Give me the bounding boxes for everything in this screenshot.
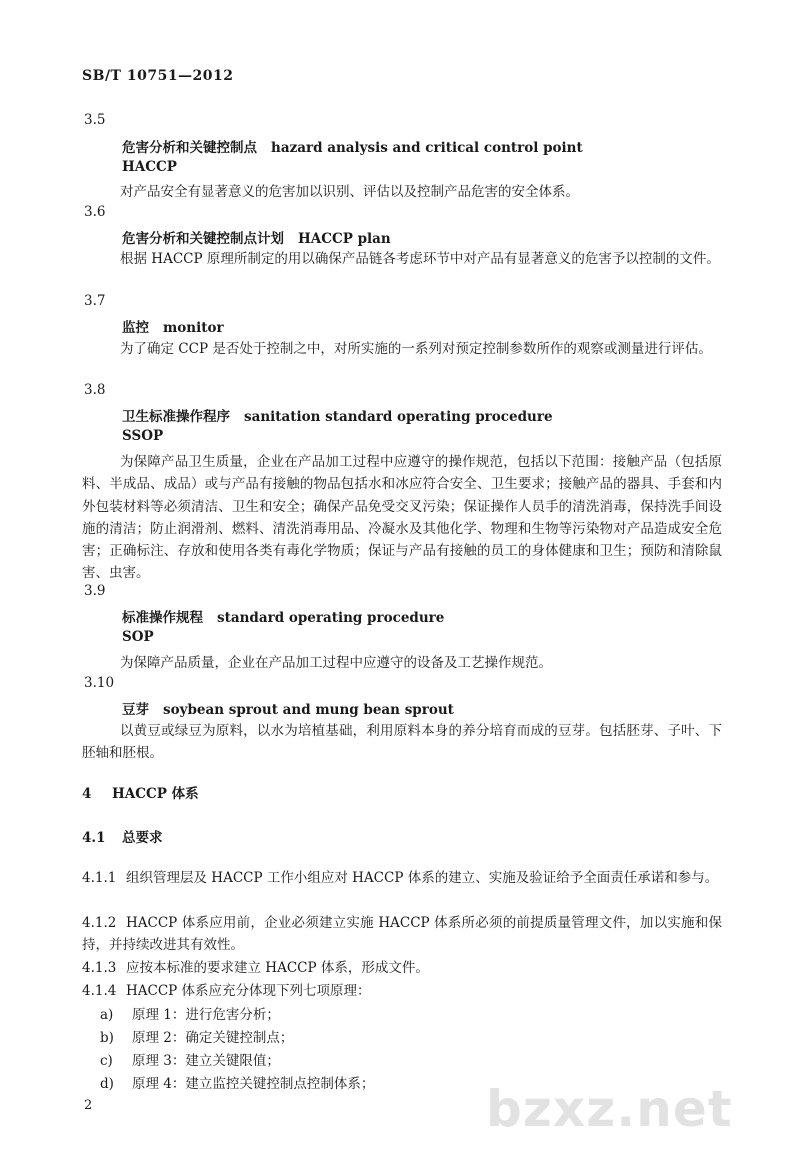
list-marker: c) — [100, 1053, 113, 1069]
clause-item-text: 应按本标准的要求建立 HACCP 体系，形成文件。 — [126, 960, 429, 976]
clause-item — [82, 980, 722, 1002]
subsection-title: 总要求 — [122, 830, 163, 846]
term-abbreviation: HACCP — [122, 159, 177, 175]
term-heading — [122, 227, 391, 247]
term-abbreviation: SOP — [122, 629, 154, 645]
term-heading — [122, 698, 454, 718]
watermark: bzxz.net — [486, 1080, 733, 1138]
principle-item — [100, 1003, 280, 1023]
clause-item — [82, 957, 722, 979]
clause-item-text: 组织管理层及 HACCP 工作小组应对 HACCP 体系的建立、实施及验证给予全面责任承诺和参与。 — [126, 870, 719, 886]
term-en: sanitation standard operating procedure — [244, 409, 553, 425]
term-definition: 为了确定 CCP 是否处于控制之中，对所实施的一系列对预定控制参数所作的观察或测量进行评估。 — [120, 341, 712, 357]
clause-item-text: HACCP 体系应充分体现下列七项原理： — [126, 983, 371, 999]
term-definition: 根据 HACCP 原理所制定的用以确保产品链各考虑环节中对产品有显著意义的危害予以控制的文件。 — [120, 251, 720, 267]
clause-item — [82, 912, 722, 957]
section-heading — [82, 782, 199, 802]
list-marker: a) — [100, 1007, 114, 1023]
term-heading — [122, 405, 553, 425]
clause-number: 3.8 — [84, 382, 106, 398]
clause-item — [82, 867, 722, 889]
clause-number: 3.7 — [84, 293, 106, 309]
term-zh: 危害分析和关键控制点 — [122, 140, 257, 156]
clause-item-number: 4.1.3 — [82, 960, 117, 976]
term-zh: 卫生标准操作程序 — [122, 409, 230, 425]
section-number: 4 — [82, 786, 92, 802]
term-definition: 对产品安全有显著意义的危害加以识别、评估以及控制产品危害的安全体系。 — [120, 184, 579, 200]
term-zh: 监控 — [122, 320, 149, 336]
subsection-number: 4.1 — [82, 830, 106, 846]
term-definition: 为保障产品质量，企业在产品加工过程中应遵守的设备及工艺操作规范。 — [120, 655, 552, 671]
term-definition: 为保障产品卫生质量，企业在产品加工过程中应遵守的操作规范，包括以下范围：接触产品（包括原料、半成品、成品）或与产品有接触的物品包括水和冰应符合安全、卫生要求；接触产品的器具、手套和内外包装材料等必须清洁、卫生和安全；确保产品免受交叉污染；保证操作人员手的清洗消毒，保持洗手间设施的清洁；防止润滑剂、燃料、清洗消毒用品、冷凝水及其他化学、物理和生物等污染物对产品造成安全危害；正确标注、存放和使用各类有毒化学物质；保证与产品有接触的员工的身体健康和卫生；预防和清除鼠害、虫害。 — [82, 454, 722, 582]
term-zh: 危害分析和关键控制点计划 — [122, 231, 284, 247]
term-en: soybean sprout and mung bean sprout — [163, 702, 454, 718]
term-heading — [122, 136, 583, 156]
list-marker: b) — [100, 1030, 114, 1046]
term-en: standard operating procedure — [217, 610, 445, 626]
subsection-heading — [82, 826, 163, 846]
term-definition: 以黄豆或绿豆为原料，以水为培植基础，利用原料本身的养分培育而成的豆芽。包括胚芽、子叶、下胚轴和胚根。 — [82, 723, 722, 762]
standard-code: SB/T 10751—2012 — [82, 68, 234, 84]
clause-number: 3.6 — [84, 204, 106, 220]
clause-item-text: HACCP 体系应用前，企业必须建立实施 HACCP 体系所必须的前提质量管理文件，加以实施和保持，并持续改进其有效性。 — [82, 915, 722, 954]
principle-item — [100, 1072, 374, 1092]
clause-item-number: 4.1.1 — [82, 870, 117, 886]
principle-text: 原理 1：进行危害分析； — [132, 1007, 280, 1023]
term-abbreviation: SSOP — [122, 428, 164, 444]
principle-text: 原理 2：确定关键控制点； — [132, 1030, 294, 1046]
term-heading — [122, 606, 444, 626]
term-heading — [122, 316, 224, 336]
clause-number: 3.10 — [84, 675, 115, 691]
term-en: hazard analysis and critical control point — [271, 140, 583, 156]
principle-text: 原理 4：建立监控关键控制点控制体系； — [132, 1076, 375, 1092]
principle-text: 原理 3：建立关键限值； — [132, 1053, 280, 1069]
list-marker: d) — [100, 1076, 114, 1092]
clause-item-number: 4.1.4 — [82, 983, 117, 999]
page-number: 2 — [84, 1098, 93, 1113]
section-title: HACCP 体系 — [112, 786, 199, 802]
principle-item — [100, 1026, 293, 1046]
clause-item-number: 4.1.2 — [82, 915, 117, 931]
clause-number: 3.9 — [84, 583, 106, 599]
clause-number: 3.5 — [84, 112, 106, 128]
term-zh: 标准操作规程 — [122, 610, 203, 626]
term-en: HACCP plan — [298, 231, 391, 247]
principle-item — [100, 1049, 280, 1069]
term-zh: 豆芽 — [122, 702, 149, 718]
term-en: monitor — [163, 320, 224, 336]
